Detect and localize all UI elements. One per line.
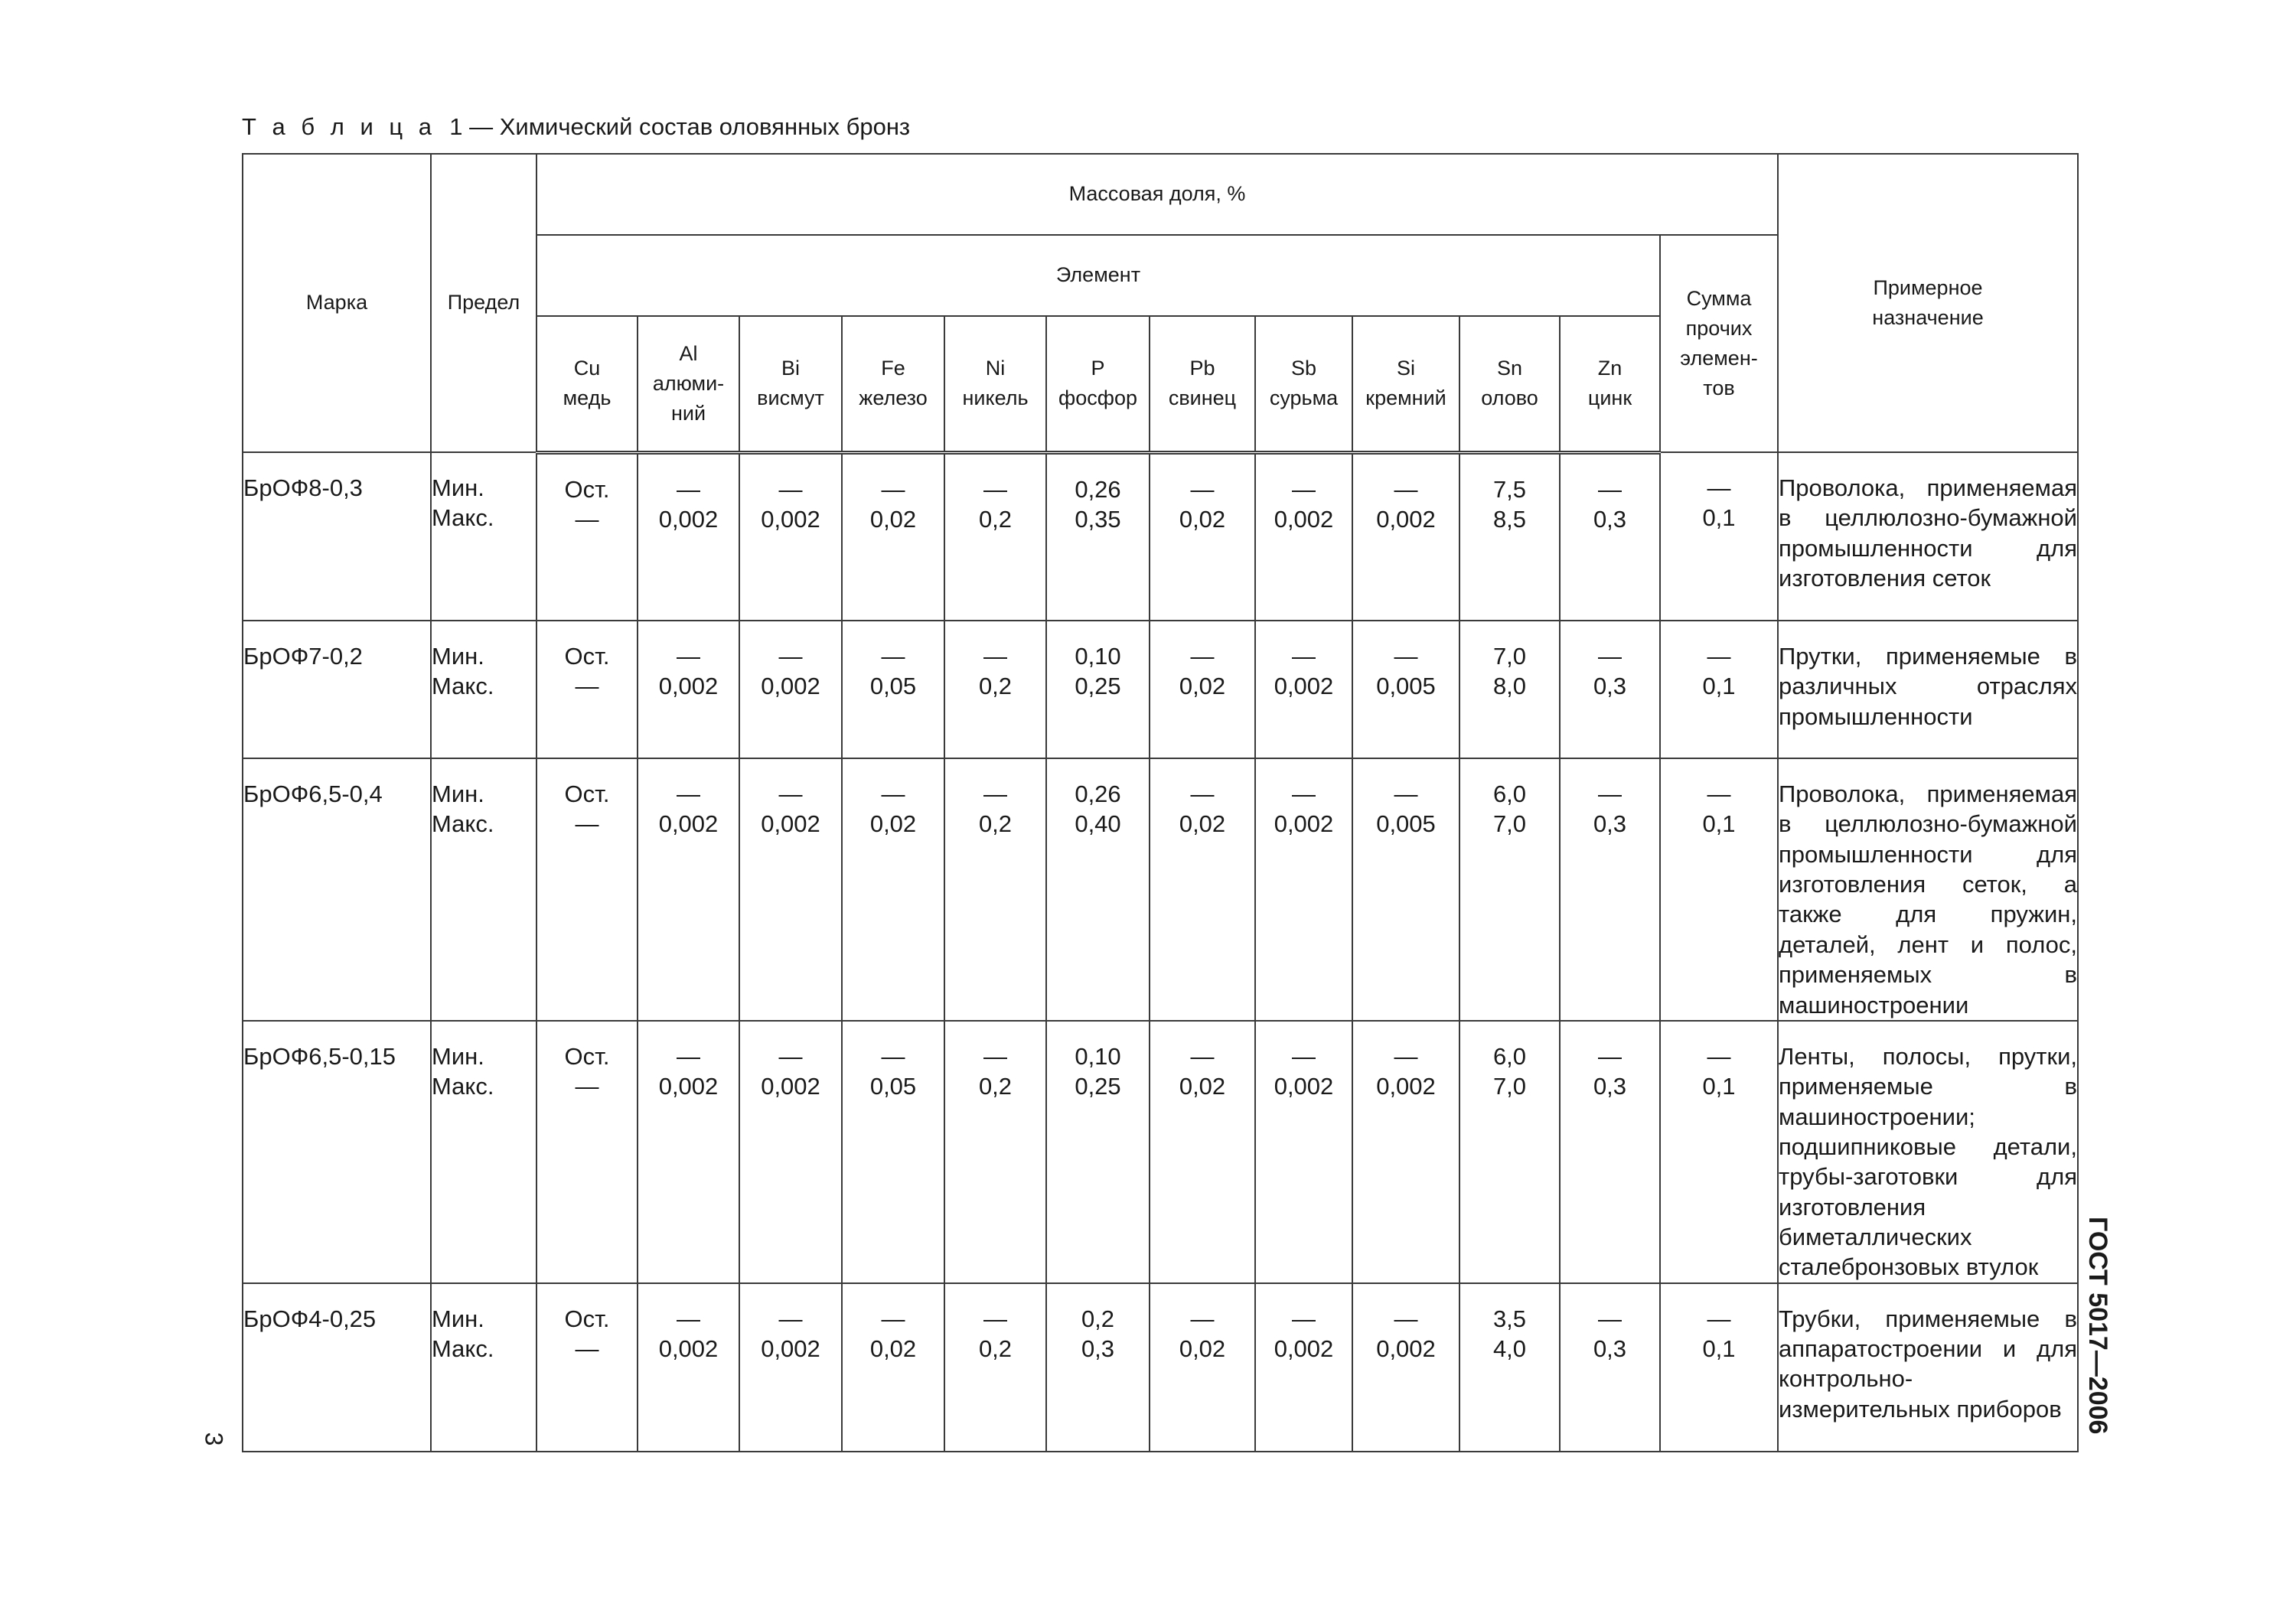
max-value: 0,02: [1179, 1073, 1226, 1100]
value-cell: [1560, 1021, 1660, 1283]
max-value: 0,002: [658, 1335, 719, 1363]
value-cell: [1459, 1283, 1560, 1452]
value-cell: [842, 1283, 944, 1452]
min-value: —: [1292, 643, 1316, 670]
table-row: [243, 758, 2078, 1021]
purpose-cell: Ленты, полосы, прутки, применяемые в машиностроении; подшипниковые детали, трубы-заготовки для изготовления биметаллических сталебронзовых втулок: [1778, 1021, 2078, 1283]
value-cell: [944, 758, 1046, 1021]
min-value: —: [983, 475, 1007, 503]
header-element-line: кремний: [1365, 386, 1446, 410]
header-element-line: никель: [962, 386, 1029, 410]
value-cell: [1046, 1021, 1150, 1283]
value-cell: [1150, 452, 1255, 621]
max-value: 8,0: [1492, 673, 1527, 700]
header-element-line: алюми-: [652, 371, 725, 395]
table-row: [243, 452, 2078, 621]
value-cell: [842, 452, 944, 621]
min-value: —: [778, 1305, 803, 1332]
min-value: 0,26: [1075, 475, 1121, 503]
max-value: 0,3: [1081, 1335, 1115, 1363]
min-value: —: [983, 781, 1007, 807]
header-element-sn: [1459, 316, 1560, 452]
value-cell: [739, 758, 842, 1021]
min-value: —: [1598, 1042, 1622, 1070]
composition-table: [242, 153, 2079, 1452]
max-value: 0,3: [1593, 1335, 1627, 1363]
max-value: 0,002: [1274, 673, 1334, 700]
value-cell: [739, 1021, 842, 1283]
min-value: —: [1598, 781, 1622, 807]
min-value: —: [1190, 475, 1215, 503]
purpose-cell: Проволока, применяемая в целлюлозно-бумажной промышленности для изготовления сеток: [1778, 452, 2078, 621]
value-cell: [1255, 758, 1352, 1021]
value-cell: [638, 1021, 739, 1283]
header-element-line: железо: [859, 386, 928, 410]
value-cell: [842, 1021, 944, 1283]
limit-label: Макс.: [432, 810, 494, 838]
value-cell: [1255, 1283, 1352, 1452]
min-value: 0,26: [1075, 781, 1121, 807]
max-value: 0,05: [869, 673, 917, 700]
max-value: 7,0: [1492, 810, 1527, 838]
header-element-line: Cu: [573, 357, 601, 380]
value-cell: [1046, 621, 1150, 758]
limit-cell: [431, 452, 536, 621]
min-value: —: [983, 1305, 1007, 1332]
header-element-p: [1046, 316, 1150, 452]
value-cell: [1255, 452, 1352, 621]
max-value: —: [575, 1073, 599, 1100]
max-value: 0,002: [658, 505, 719, 533]
min-value: —: [778, 475, 803, 503]
limit-cell: [431, 1021, 536, 1283]
header-element-fe: [842, 316, 944, 452]
header-element-line: медь: [563, 386, 612, 410]
min-value: Ост.: [564, 475, 610, 503]
max-value: 0,002: [1376, 1073, 1436, 1100]
value-cell: [1459, 758, 1560, 1021]
min-value: —: [1598, 1305, 1622, 1332]
value-cell: [1046, 758, 1150, 1021]
header-element-zn: [1560, 316, 1660, 452]
min-value: 6,0: [1492, 781, 1527, 807]
value-cell: [638, 758, 739, 1021]
limit-label: Мин.: [432, 1305, 484, 1332]
min-value: —: [778, 781, 803, 807]
header-element-cu: [536, 316, 638, 452]
value-cell: [1560, 758, 1660, 1021]
value-cell: [536, 452, 638, 621]
value-cell: [1660, 1021, 1778, 1283]
min-value: —: [881, 475, 905, 503]
min-value: Ост.: [564, 1042, 610, 1070]
value-cell: [944, 1021, 1046, 1283]
value-cell: [1560, 1283, 1660, 1452]
max-value: 0,02: [1179, 505, 1226, 533]
min-value: 0,10: [1075, 1042, 1121, 1070]
table-row: [243, 1021, 2078, 1283]
header-others-line: Сумма: [1686, 286, 1752, 310]
min-value: —: [881, 643, 905, 670]
table-row: [243, 1283, 2078, 1452]
max-value: 0,3: [1593, 1073, 1627, 1100]
value-cell: [1660, 621, 1778, 758]
max-value: 0,002: [1376, 1335, 1436, 1363]
max-value: 0,002: [658, 673, 719, 700]
min-value: —: [677, 1042, 700, 1070]
max-value: 0,005: [1376, 673, 1436, 700]
value-cell: [842, 758, 944, 1021]
max-value: 0,02: [1179, 810, 1226, 838]
min-value: —: [1394, 643, 1418, 670]
min-value: —: [1598, 643, 1622, 670]
min-value: —: [1394, 1305, 1418, 1332]
limit-label: Макс.: [432, 504, 494, 532]
min-value: —: [778, 643, 803, 670]
max-value: 0,2: [978, 673, 1013, 700]
max-value: 0,002: [761, 673, 820, 700]
min-value: —: [1598, 475, 1622, 503]
min-value: 3,5: [1492, 1305, 1527, 1332]
min-value: —: [1292, 1042, 1316, 1070]
header-others-line: элемен-: [1680, 347, 1758, 370]
max-value: 0,002: [761, 1073, 820, 1100]
grade-cell: БрОФ6,5-0,4: [243, 758, 431, 1021]
max-value: 0,1: [1702, 1335, 1736, 1363]
value-cell: [842, 621, 944, 758]
max-value: 0,002: [1274, 1073, 1334, 1100]
header-others-line: прочих: [1685, 316, 1753, 340]
max-value: —: [575, 673, 599, 700]
value-cell: [1150, 1283, 1255, 1452]
header-element-line: Si: [1396, 357, 1415, 380]
value-cell: [1352, 1021, 1459, 1283]
max-value: 4,0: [1492, 1335, 1527, 1363]
limit-label: Макс.: [432, 673, 494, 700]
min-value: Ост.: [564, 1305, 610, 1332]
header-element: Элемент: [536, 235, 1660, 316]
min-value: —: [1394, 475, 1418, 503]
min-value: —: [983, 1042, 1007, 1070]
max-value: 0,1: [1702, 1073, 1736, 1100]
min-value: —: [677, 643, 700, 670]
min-value: 6,0: [1492, 1042, 1527, 1070]
value-cell: [1459, 1021, 1560, 1283]
value-cell: [638, 1283, 739, 1452]
purpose-cell: Прутки, применяемые в различных отраслях промышленности: [1778, 621, 2078, 758]
min-value: —: [1394, 781, 1418, 807]
value-cell: [1150, 758, 1255, 1021]
header-element-line: Sb: [1290, 357, 1317, 380]
max-value: 0,002: [1274, 505, 1334, 533]
max-value: —: [575, 505, 599, 533]
page-number: 3: [200, 1432, 228, 1446]
max-value: —: [575, 810, 599, 838]
value-cell: [1046, 452, 1150, 621]
value-cell: [944, 1283, 1046, 1452]
min-value: —: [1394, 1042, 1418, 1070]
document-code: ГОСТ 5017—2006: [2083, 1217, 2112, 1435]
limit-cell: [431, 1283, 536, 1452]
max-value: 0,25: [1075, 1073, 1121, 1100]
value-cell: [944, 452, 1046, 621]
max-value: 0,2: [978, 1073, 1013, 1100]
header-others-line: тов: [1703, 376, 1735, 400]
max-value: 0,3: [1593, 505, 1627, 533]
max-value: 0,005: [1376, 810, 1436, 838]
max-value: —: [575, 1335, 599, 1363]
min-value: —: [1292, 781, 1316, 807]
max-value: 0,02: [869, 505, 917, 533]
header-element-line: ний: [670, 401, 706, 425]
value-cell: [1560, 452, 1660, 621]
header-element-ni: [944, 316, 1046, 452]
max-value: 0,1: [1702, 504, 1736, 532]
max-value: 0,1: [1702, 810, 1736, 838]
header-purpose: [1778, 154, 2078, 452]
header-element-line: Sn: [1496, 357, 1523, 380]
min-value: Ост.: [564, 781, 610, 807]
max-value: 0,002: [1274, 1335, 1334, 1363]
min-value: 0,2: [1081, 1305, 1115, 1332]
value-cell: [1150, 621, 1255, 758]
value-cell: [1255, 621, 1352, 758]
max-value: 0,02: [869, 810, 917, 838]
value-cell: [1352, 758, 1459, 1021]
value-cell: [1660, 452, 1778, 621]
header-element-si: [1352, 316, 1459, 452]
value-cell: [739, 1283, 842, 1452]
max-value: 0,002: [1274, 810, 1334, 838]
value-cell: [1660, 1283, 1778, 1452]
max-value: 0,02: [1179, 673, 1226, 700]
min-value: —: [1707, 474, 1731, 501]
header-element-line: фосфор: [1058, 386, 1137, 410]
min-value: —: [1190, 643, 1215, 670]
header-element-pb: [1150, 316, 1255, 452]
max-value: 0,35: [1075, 505, 1121, 533]
min-value: —: [1707, 1305, 1731, 1332]
value-cell: [536, 1283, 638, 1452]
max-value: 0,40: [1075, 810, 1121, 838]
min-value: 0,10: [1075, 643, 1121, 670]
min-value: —: [881, 1042, 905, 1070]
limit-label: Макс.: [432, 1073, 494, 1100]
max-value: 0,05: [869, 1073, 917, 1100]
header-element-line: Al: [679, 341, 698, 365]
min-value: —: [677, 781, 700, 807]
min-value: —: [1707, 781, 1731, 807]
header-element-line: Ni: [985, 357, 1006, 380]
min-value: 7,0: [1492, 643, 1527, 670]
max-value: 0,002: [761, 505, 820, 533]
limit-label: Макс.: [432, 1335, 494, 1363]
max-value: 0,002: [658, 810, 719, 838]
max-value: 0,3: [1593, 810, 1627, 838]
header-element-line: олово: [1481, 386, 1538, 410]
limit-cell: [431, 621, 536, 758]
value-cell: [1352, 1283, 1459, 1452]
header-element-bi: [739, 316, 842, 452]
value-cell: [1459, 452, 1560, 621]
value-cell: [1352, 621, 1459, 758]
min-value: —: [1190, 1305, 1215, 1332]
value-cell: [638, 452, 739, 621]
min-value: 7,5: [1492, 475, 1527, 503]
header-purpose-line: Примерное: [1873, 275, 1983, 299]
max-value: 8,5: [1492, 505, 1527, 533]
max-value: 0,02: [869, 1335, 917, 1363]
limit-cell: [431, 758, 536, 1021]
grade-cell: БрОФ7-0,2: [243, 621, 431, 758]
header-element-line: P: [1091, 357, 1105, 380]
purpose-cell: Проволока, применяемая в целлюлозно-бумажной промышленности для изготовления сеток, а также для пружин, деталей, лент и полос, применяемых в машиностроении: [1778, 758, 2078, 1021]
grade-cell: БрОФ6,5-0,15: [243, 1021, 431, 1283]
value-cell: [1255, 1021, 1352, 1283]
min-value: —: [1190, 1042, 1215, 1070]
header-element-al: [638, 316, 739, 452]
header-element-line: Pb: [1189, 357, 1215, 380]
max-value: 0,2: [978, 505, 1013, 533]
min-value: —: [1707, 1042, 1731, 1070]
value-cell: [1560, 621, 1660, 758]
max-value: 0,3: [1593, 673, 1627, 700]
value-cell: [1150, 1021, 1255, 1283]
grade-cell: БрОФ8-0,3: [243, 452, 431, 621]
table-caption: [242, 115, 910, 139]
header-element-line: Fe: [881, 357, 905, 380]
limit-label: Мин.: [432, 781, 484, 807]
limit-label: Мин.: [432, 474, 484, 501]
max-value: 0,002: [761, 810, 820, 838]
value-cell: [1352, 452, 1459, 621]
value-cell: [1459, 621, 1560, 758]
max-value: 0,02: [1179, 1335, 1226, 1363]
min-value: —: [677, 1305, 700, 1332]
min-value: —: [1292, 1305, 1316, 1332]
table-caption-text: 1 — Химический состав оловянных бронз: [449, 113, 911, 140]
purpose-cell: Трубки, применяемые в аппаратостроении и для контрольно-измерительных приборов: [1778, 1283, 2078, 1452]
limit-label: Мин.: [432, 643, 484, 670]
header-others-sum: [1660, 235, 1778, 452]
min-value: —: [1190, 781, 1215, 807]
max-value: 0,002: [1376, 505, 1436, 533]
value-cell: [739, 452, 842, 621]
table-row: [243, 621, 2078, 758]
header-element-line: висмут: [757, 386, 824, 410]
header-element-line: сурьма: [1269, 386, 1339, 410]
max-value: 0,1: [1702, 673, 1736, 700]
value-cell: [739, 621, 842, 758]
header-grade: Марка: [243, 154, 431, 452]
header-limit: Предел: [431, 154, 536, 452]
max-value: 0,2: [978, 1335, 1013, 1363]
header-element-line: Zn: [1597, 357, 1623, 380]
value-cell: [944, 621, 1046, 758]
min-value: —: [983, 643, 1007, 670]
value-cell: [536, 758, 638, 1021]
min-value: —: [677, 475, 700, 503]
limit-label: Мин.: [432, 1042, 484, 1070]
max-value: 0,25: [1075, 673, 1121, 700]
grade-cell: БрОФ4-0,25: [243, 1283, 431, 1452]
min-value: —: [1707, 643, 1731, 670]
min-value: —: [778, 1042, 803, 1070]
max-value: 0,002: [658, 1073, 719, 1100]
header-element-line: Bi: [781, 357, 800, 380]
table-caption-prefix: Т а б л и ц а: [242, 113, 437, 140]
value-cell: [1046, 1283, 1150, 1452]
max-value: 7,0: [1492, 1073, 1527, 1100]
header-element-sb: [1255, 316, 1352, 452]
min-value: —: [881, 1305, 905, 1332]
header-mass-fraction: Массовая доля, %: [536, 154, 1778, 235]
value-cell: [536, 1021, 638, 1283]
min-value: —: [881, 781, 905, 807]
min-value: Ост.: [564, 643, 610, 670]
header-element-line: цинк: [1587, 386, 1632, 410]
value-cell: [638, 621, 739, 758]
value-cell: [1660, 758, 1778, 1021]
value-cell: [536, 621, 638, 758]
max-value: 0,002: [761, 1335, 820, 1363]
header-purpose-line: назначение: [1872, 306, 1984, 329]
header-element-line: свинец: [1168, 386, 1237, 410]
max-value: 0,2: [978, 810, 1013, 838]
min-value: —: [1292, 475, 1316, 503]
